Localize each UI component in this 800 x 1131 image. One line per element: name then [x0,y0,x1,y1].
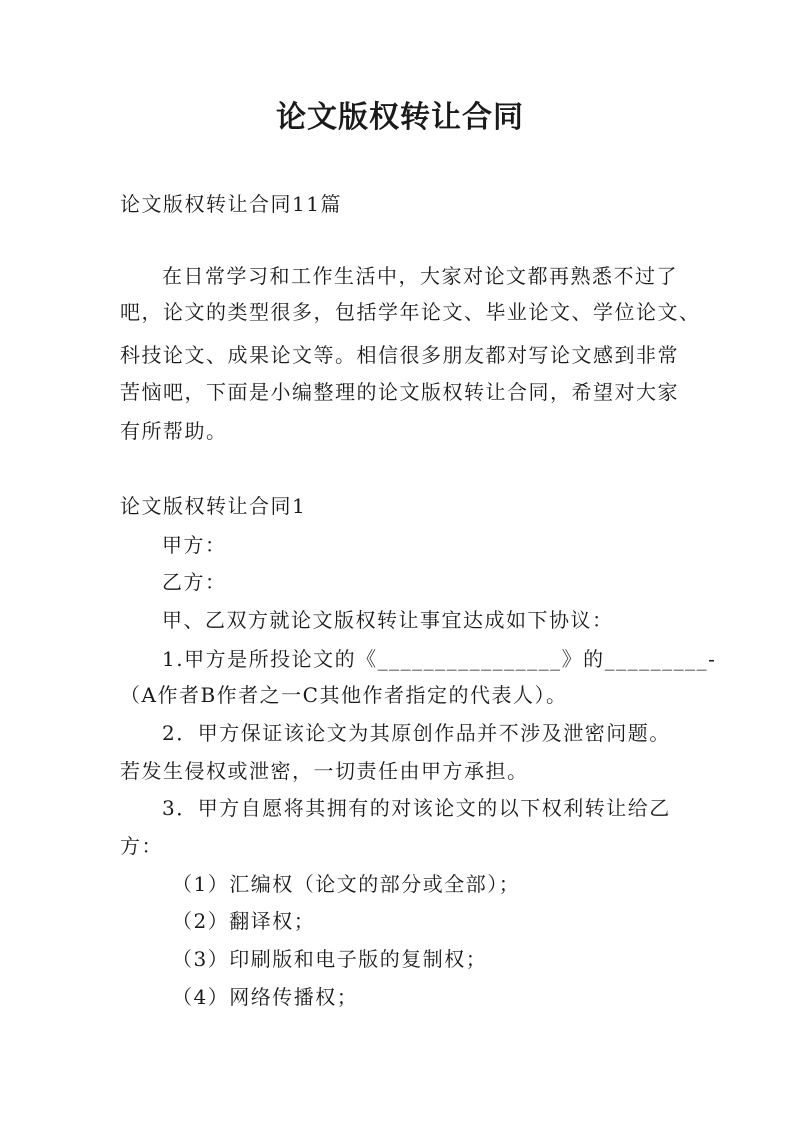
clause-3-line: 方： [120,834,163,858]
rights-list-item: （2）翻译权； [172,909,316,933]
clause-1-line: （A作者B作者之一C其他作者指定的代表人）。 [120,683,568,707]
rights-list-item: （4）网络传播权； [172,985,359,1009]
section-heading: 论文版权转让合同1 [120,494,307,518]
intro-paragraph-line: 吧，论文的类型很多，包括学年论文、毕业论文、学位论文、 [120,300,701,324]
rights-list-item: （1）汇编权（论文的部分或全部）； [172,872,521,896]
rights-list-item: （3）印刷版和电子版的复制权； [172,947,488,971]
intro-paragraph-line: 苦恼吧，下面是小编整理的论文版权转让合同，希望对大家 [120,380,679,404]
document-title: 论文版权转让合同 [276,100,524,135]
document-subtitle: 论文版权转让合同11篇 [120,192,342,216]
clause-1-line: 1.甲方是所投论文的《________________》的_________- [162,647,717,671]
agreement-intro: 甲、乙双方就论文版权转让事宜达成如下协议： [162,608,614,632]
intro-paragraph-line: 科技论文、成果论文等。相信很多朋友都对写论文感到非常 [120,343,679,367]
clause-2-line: 2．甲方保证该论文为其原创作品并不涉及泄密问题。 [162,721,671,745]
party-b-field: 乙方： [162,570,227,594]
intro-paragraph-line: 在日常学习和工作生活中，大家对论文都再熟悉不过了 [162,264,678,288]
clause-2-line: 若发生侵权或泄密，一切责任由甲方承担。 [120,759,529,783]
clause-3-line: 3．甲方自愿将其拥有的对该论文的以下权利转让给乙 [162,796,671,820]
party-a-field: 甲方： [162,533,227,557]
intro-paragraph-line: 有所帮助。 [120,419,228,443]
